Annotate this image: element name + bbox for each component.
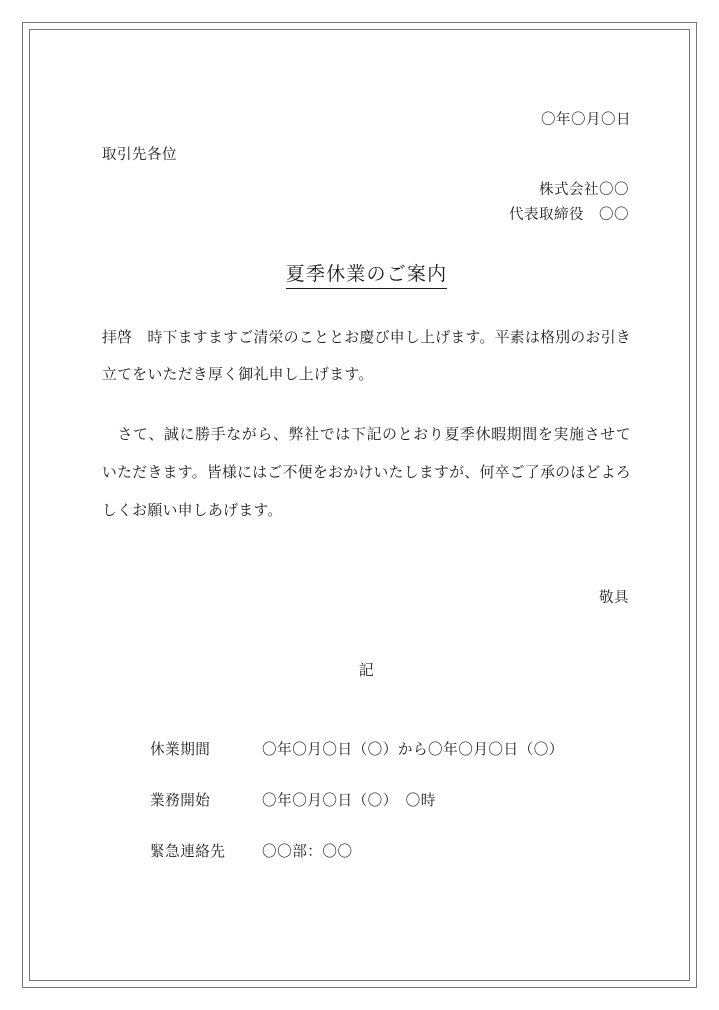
body-paragraph-2: さて、誠に勝手ながら、弊社では下記のとおり夏季休暇期間を実施させていただきます。皆様にはご不便をおかけいたしますが、何卒ご了承のほどよろしくお願い申しあげます。 [102, 427, 631, 519]
detail-item-value: 〇〇部：〇〇 [262, 844, 353, 861]
document-content [102, 108, 631, 940]
detail-item [150, 789, 631, 810]
detail-item-label: 業務開始 [150, 793, 211, 810]
document-addressee: 取引先各位 [102, 147, 177, 163]
ki-heading: 記 [358, 663, 375, 680]
detail-item-label: 緊急連絡先 [150, 844, 226, 861]
detail-item [150, 840, 631, 861]
detail-item-label: 休業期間 [150, 742, 211, 759]
document-title [102, 259, 631, 286]
document-sender [102, 178, 629, 229]
document-date: 〇年〇月〇日 [541, 112, 631, 128]
document-page [22, 22, 697, 988]
detail-item-value: 〇年〇月〇日（〇） 〇時 [262, 793, 436, 810]
sender-representative: 代表取締役 〇〇 [509, 207, 629, 224]
document-closing: 敬具 [599, 590, 629, 607]
document-title-text: 夏季休業のご案内 [286, 264, 448, 289]
body-paragraph-1: 拝啓 時下ますますご清栄のこととお慶び申し上げます。平素は格別のお引き立てをいただき厚く御礼申し上げます。 [102, 329, 631, 384]
detail-items [150, 738, 631, 861]
detail-item [150, 738, 631, 759]
document-page-border [29, 29, 690, 981]
detail-item-value: 〇年〇月〇日（〇）から〇年〇月〇日（〇） [262, 742, 564, 759]
sender-company: 株式会社〇〇 [539, 182, 629, 198]
